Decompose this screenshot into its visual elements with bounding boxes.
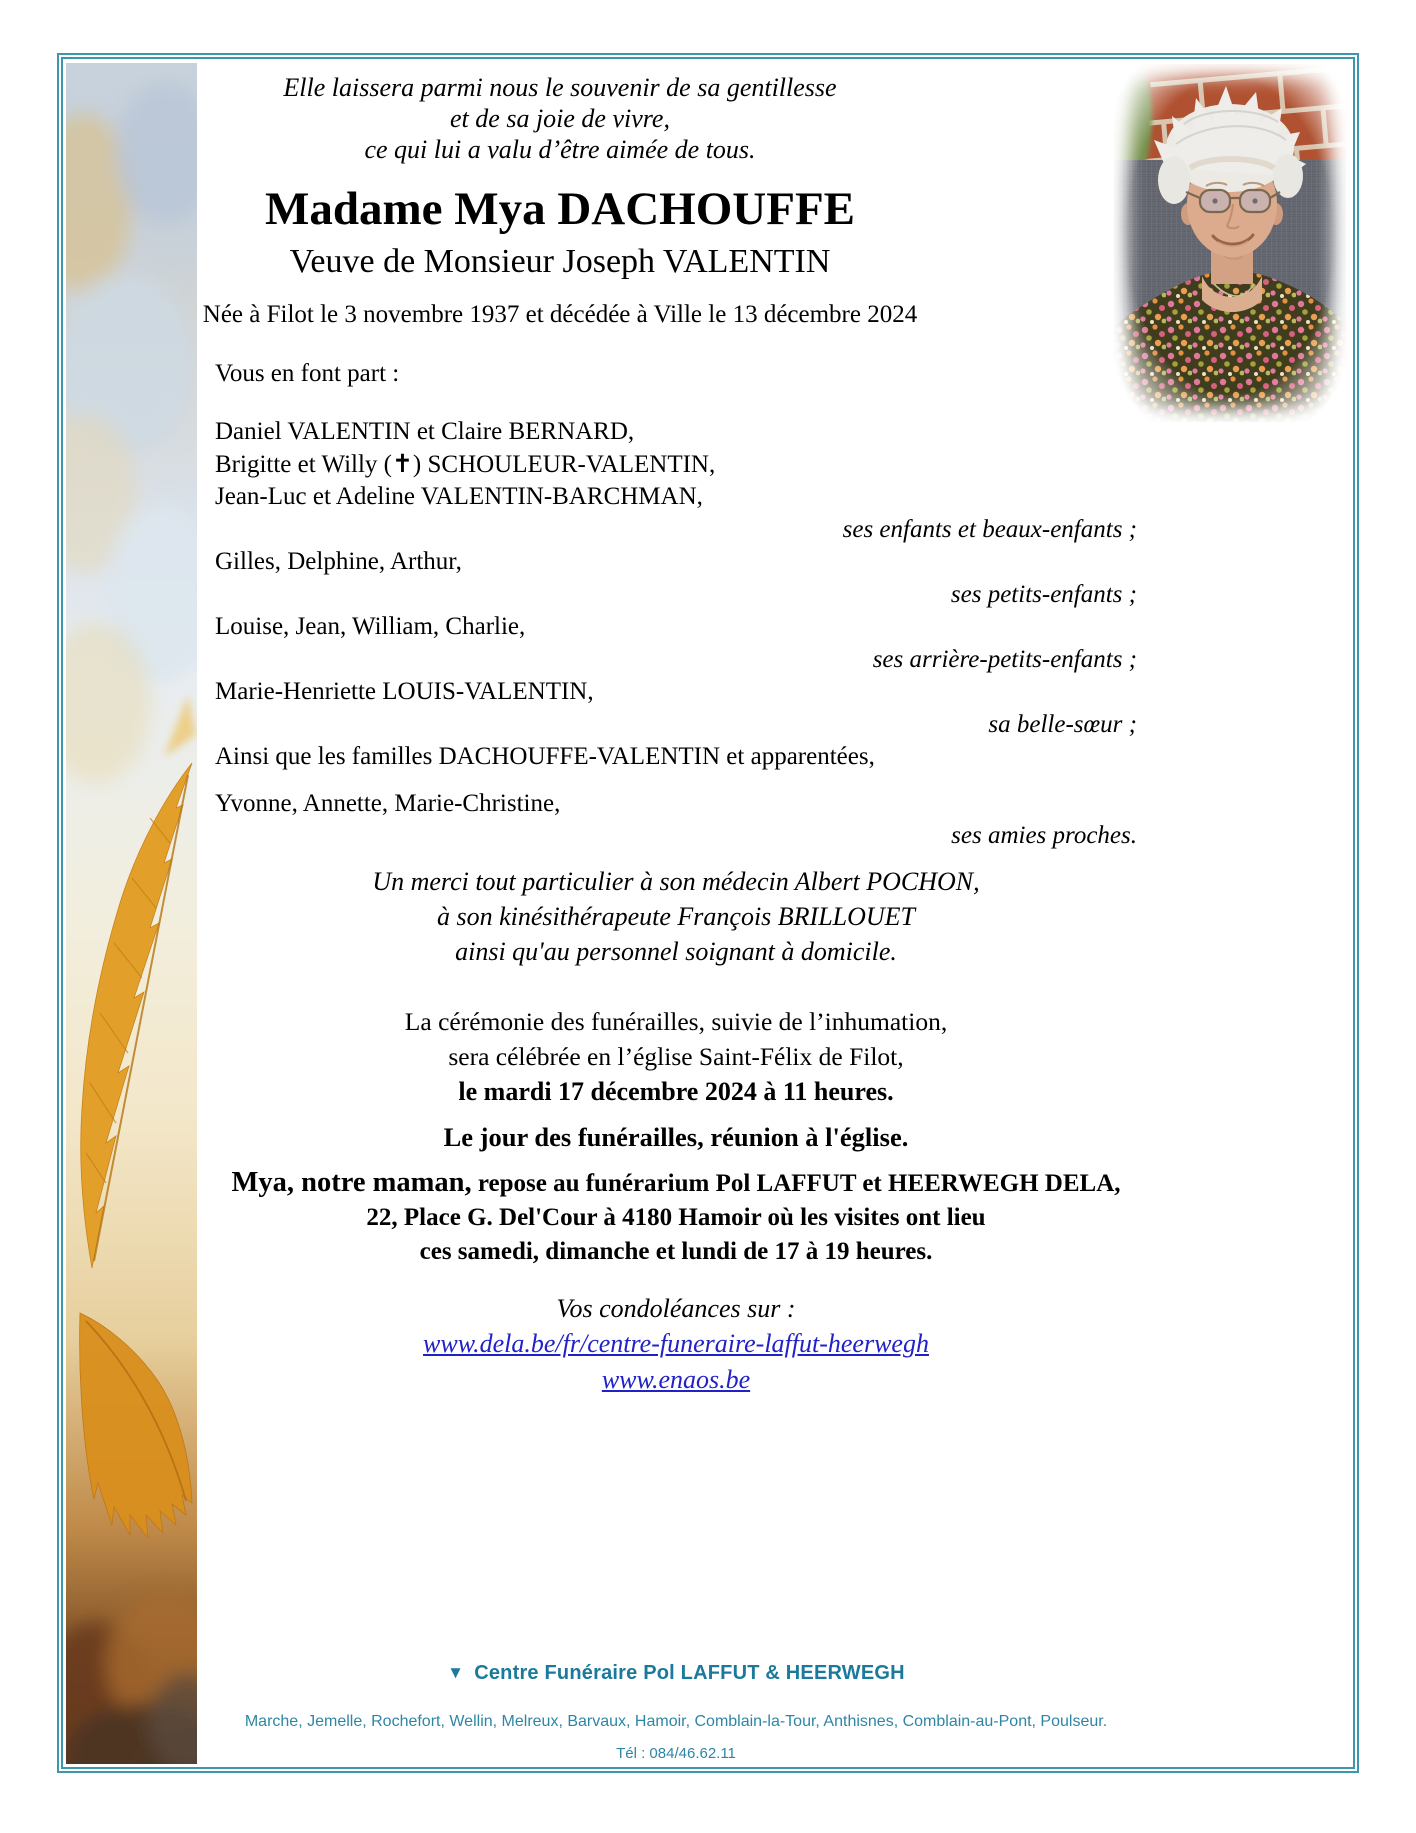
ceremony-line: sera célébrée en l’église Saint-Félix de Filot, (448, 1042, 904, 1071)
repose-line: Mya, notre maman, repose au funérarium Pol LAFFUT et HEERWEGH DELA, (231, 1167, 1121, 1198)
thanks-line: Un merci tout particulier à son médecin Albert POCHON, (372, 867, 980, 896)
family-line: Yvonne, Annette, Marie-Christine, (215, 789, 561, 817)
thanks-line: à son kinésithérapeute François BRILLOUET (436, 902, 916, 931)
condolences-link-enaos[interactable]: www.enaos.be (601, 1365, 751, 1394)
portrait-photo (1114, 64, 1346, 422)
family-line: Daniel VALENTIN et Claire BERNARD, (215, 418, 635, 445)
ceremony-line: La cérémonie des funérailles, suivie de l’inhumation, (404, 1007, 948, 1036)
family-line: Marie-Henriette LOUIS-VALENTIN, (215, 678, 594, 705)
family-list (215, 416, 1137, 853)
announcement-intro: Vous en font part : (215, 360, 400, 387)
epigraph-line: et de sa joie de vivre, (450, 104, 670, 133)
gathering-line: Le jour des funérailles, réunion à l'église. (443, 1122, 909, 1152)
repose-line: ces samedi, dimanche et lundi de 17 à 19 heures. (419, 1238, 933, 1265)
thanks-paragraph (215, 864, 1137, 969)
funeral-home-name: Centre Funéraire Pol LAFFUT & HEERWEGH (474, 1662, 905, 1684)
epigraph (215, 72, 905, 165)
repose-lead: Mya, notre maman, (231, 1167, 472, 1198)
repose-paragraph (215, 1166, 1137, 1269)
relation-label: ses amies proches. (951, 822, 1137, 849)
autumn-leaves-illustration (66, 63, 197, 1764)
epigraph-line: Elle laissera parmi nous le souvenir de sa gentillesse (283, 73, 837, 102)
autumn-leaves-photo (66, 63, 197, 1764)
thanks-line: ainsi qu'au personnel soignant à domicile. (455, 937, 897, 966)
widow-subtitle: Veuve de Monsieur Joseph VALENTIN (289, 243, 831, 280)
birth-death-line: Née à Filot le 3 novembre 1937 et décédée à Ville le 13 décembre 2024 (202, 301, 918, 328)
condolences-label: Vos condoléances sur : (556, 1294, 796, 1323)
portrait-illustration (1114, 64, 1346, 422)
triangle-down-icon: ▼ (447, 1663, 465, 1682)
funeral-home-towns: Marche, Jemelle, Rochefort, Wellin, Melreux, Barvaux, Hamoir, Comblain-la-Tour, Anthisnes, Comblain-au-Pont, Poulseur. (244, 1713, 1108, 1730)
funeral-home-phone: Tél : 084/46.62.11 (616, 1745, 736, 1762)
relation-label: ses petits-enfants ; (950, 580, 1137, 608)
ceremony-paragraph (215, 1004, 1137, 1109)
family-line: Jean-Luc et Adeline VALENTIN-BARCHMAN, (215, 483, 703, 510)
family-line: Louise, Jean, William, Charlie, (215, 613, 526, 640)
relation-label: sa belle-sœur ; (988, 710, 1137, 738)
funeral-home-logo (215, 1662, 1137, 1685)
relation-label: ses enfants et beaux-enfants ; (842, 515, 1137, 543)
family-line: Gilles, Delphine, Arthur, (215, 548, 462, 575)
repose-line: 22, Place G. Del'Cour à 4180 Hamoir où les visites ont lieu (366, 1204, 986, 1231)
condolences-block (215, 1292, 1137, 1398)
family-line: Brigitte et Willy (✝) SCHOULEUR-VALENTIN, (215, 450, 716, 478)
ceremony-date-line: le mardi 17 décembre 2024 à 11 heures. (458, 1077, 894, 1106)
relation-label: ses arrière-petits-enfants ; (872, 645, 1137, 673)
epigraph-line: ce qui lui a valu d’être aimée de tous. (364, 135, 756, 164)
deceased-name-heading: Madame Mya DACHOUFFE (264, 183, 856, 235)
condolences-link-dela[interactable]: www.dela.be/fr/centre-funeraire-laffut-heerwegh (423, 1329, 929, 1358)
family-line: Ainsi que les familles DACHOUFFE-VALENTIN et apparentées, (215, 743, 875, 770)
